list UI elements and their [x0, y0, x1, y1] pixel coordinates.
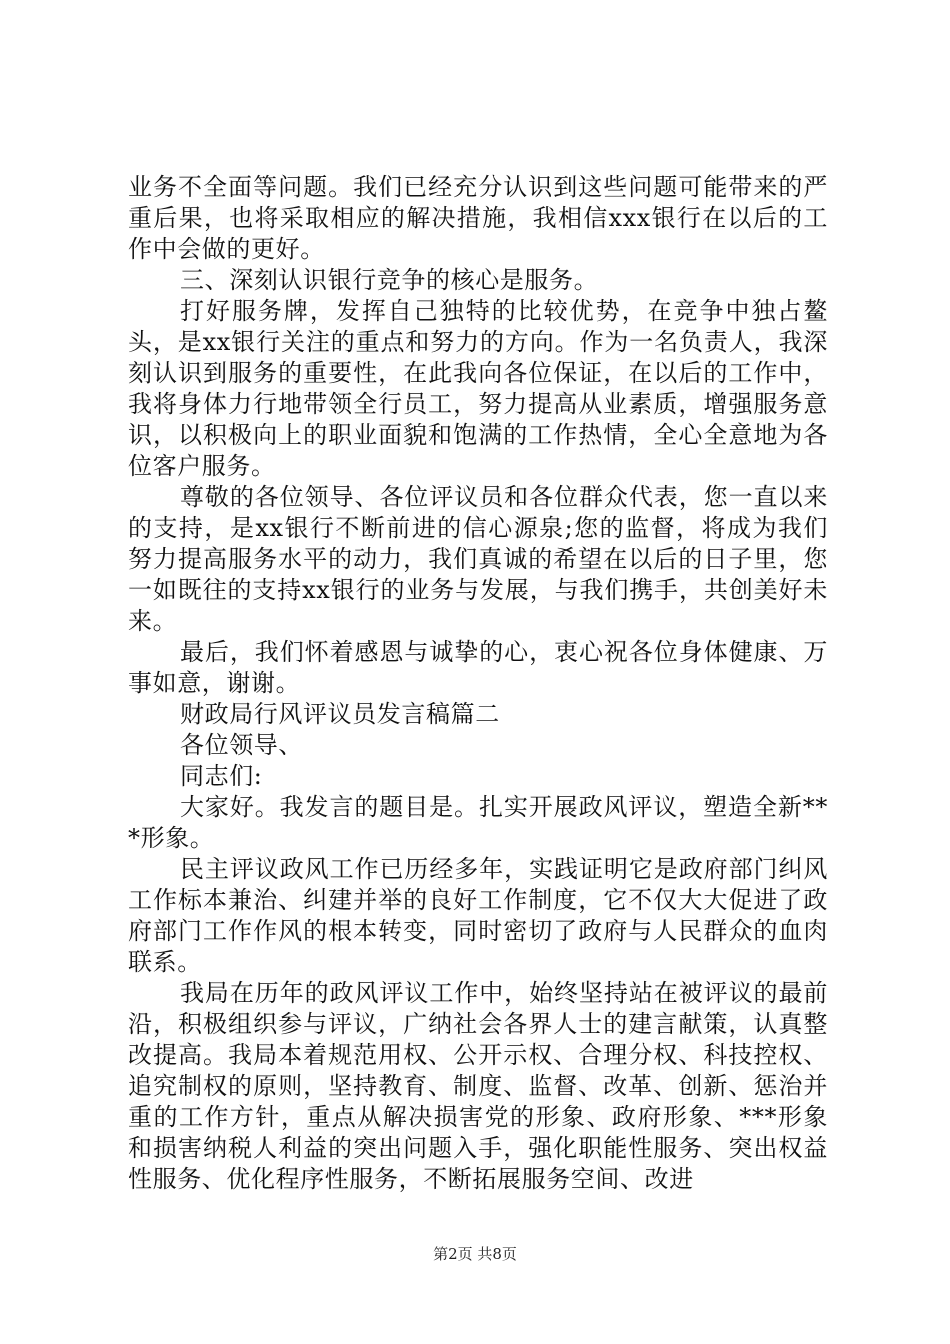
salutation-leaders: 各位领导、 — [180, 731, 303, 759]
paragraph-greeting: 大家好。我发言的题目是。扎实开展政风评议，塑造全新***形象。 — [128, 793, 828, 852]
paragraph-1: 业务不全面等问题。我们已经充分认识到这些问题可能带来的严重后果，也将采取相应的解决措施，我相信xxx银行在以后的工作中会做的更好。 — [128, 173, 828, 263]
paragraph-10: 民主评议政风工作已历经多年，实践证明它是政府部门纠风工作标本兼治、纠建并举的良好工作制度，它不仅大大促进了政府部门工作作风的根本转变，同时密切了政府与人民群众的血肉联系。 — [128, 855, 828, 976]
salutation-comrades: 同志们: — [180, 762, 263, 790]
section-heading-3: 三、深刻认识银行竞争的核心是服务。 — [180, 266, 599, 294]
speech-title: 财政局行风评议员发言稿篇二 — [180, 700, 500, 728]
page-number-footer: 第2页 共8页 — [433, 1245, 517, 1263]
paragraph-4: 尊敬的各位领导、各位评议员和各位群众代表，您一直以来的支持，是xx银行不断前进的信心源泉;您的监督，将成为我们努力提高服务水平的动力，我们真诚的希望在以后的日子里，您一如既往的支持xx银行的业务与发展，与我们携手，共创美好未来。 — [128, 483, 828, 635]
paragraph-5: 最后，我们怀着感恩与诚挚的心，衷心祝各位身体健康、万事如意，谢谢。 — [128, 638, 828, 697]
document-body — [128, 172, 828, 1195]
paragraph-3: 打好服务牌，发挥自己独特的比较优势，在竞争中独占鳌头，是xx银行关注的重点和努力的方向。作为一名负责人，我深刻认识到服务的重要性，在此我向各位保证，在以后的工作中，我将身体力行地带领全行员工，努力提高从业素质，增强服务意识，以积极向上的职业面貌和饱满的工作热情，全心全意地为各位客户服务。 — [128, 297, 828, 480]
paragraph-11: 我局在历年的政风评议工作中，始终坚持站在被评议的最前沿，积极组织参与评议，广纳社会各界人士的建言献策，认真整改提高。我局本着规范用权、公开示权、合理分权、科技控权、追究制权的原则，坚持教育、制度、监督、改革、创新、惩治并重的工作方针，重点从解决损害党的形象、政府形象、***形象和损害纳税人利益的突出问题入手，强化职能性服务、突出权益性服务、优化程序性服务，不断拓展服务空间、改进 — [128, 979, 828, 1193]
